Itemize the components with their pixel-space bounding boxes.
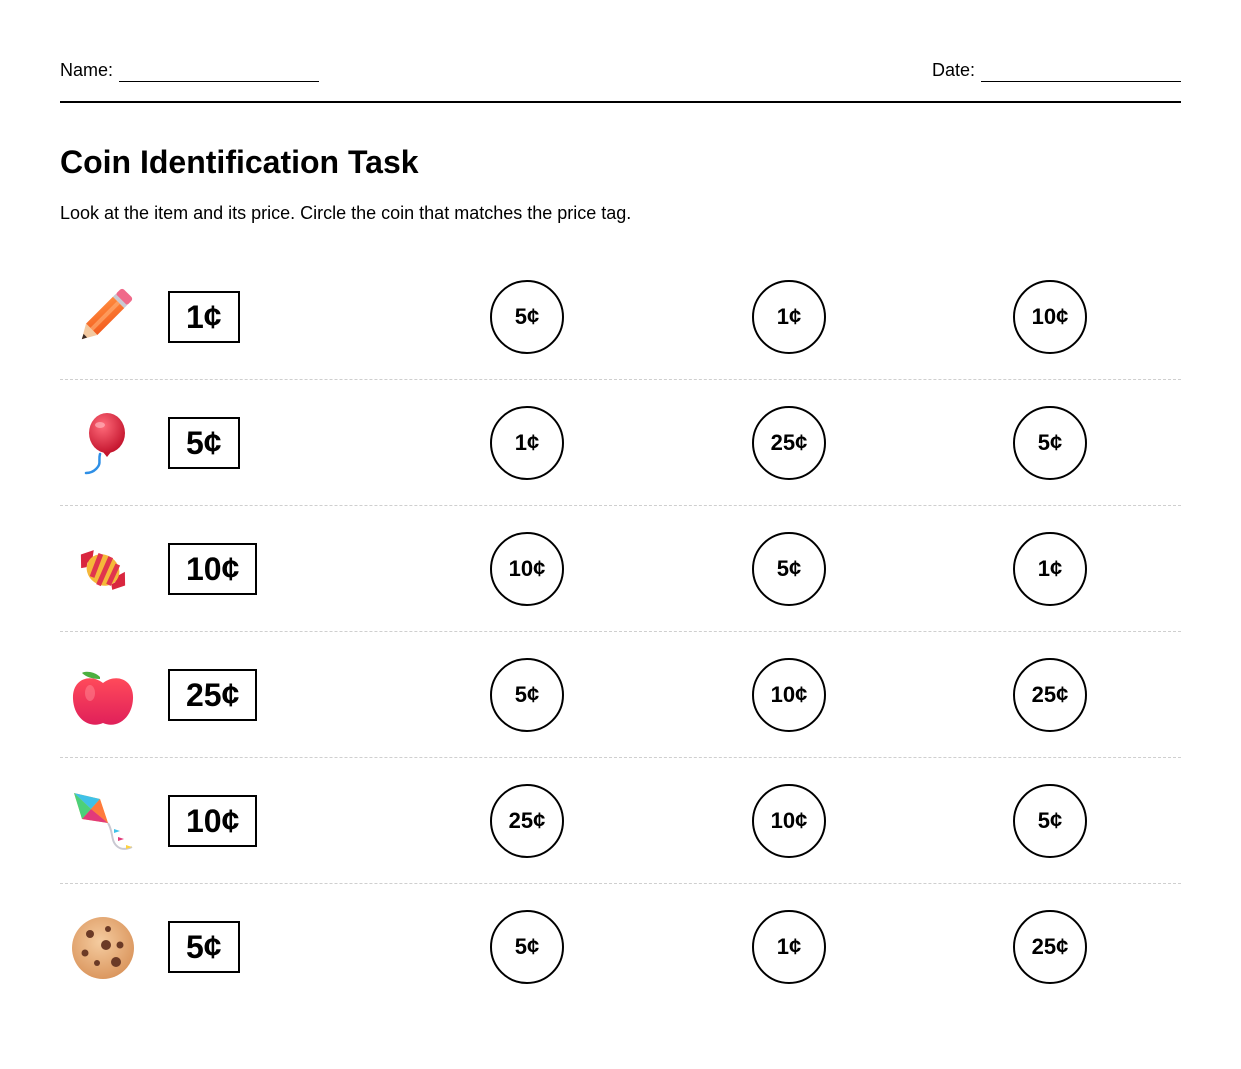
apple-icon [70, 663, 136, 729]
coin-option[interactable]: 5¢ [490, 280, 564, 354]
coin-option[interactable]: 25¢ [752, 406, 826, 480]
name-blank[interactable] [119, 63, 319, 82]
coin-option[interactable]: 5¢ [1013, 406, 1087, 480]
price-tag: 5¢ [168, 417, 240, 469]
coin-option[interactable]: 5¢ [490, 658, 564, 732]
task-row [60, 506, 1181, 632]
cookie-icon [70, 915, 136, 981]
task-row [60, 632, 1181, 758]
coin-option[interactable]: 25¢ [490, 784, 564, 858]
date-blank[interactable] [981, 63, 1181, 82]
name-field [60, 58, 319, 82]
coin-option[interactable]: 25¢ [1013, 658, 1087, 732]
task-rows [60, 254, 1181, 1009]
header-divider [60, 101, 1181, 103]
coin-option[interactable]: 5¢ [752, 532, 826, 606]
coin-option[interactable]: 25¢ [1013, 910, 1087, 984]
name-label: Name: [60, 60, 114, 80]
pencil-icon [70, 285, 136, 351]
coin-option[interactable]: 1¢ [490, 406, 564, 480]
price-tag: 25¢ [168, 669, 257, 721]
coin-option[interactable]: 1¢ [1013, 532, 1087, 606]
coin-option[interactable]: 10¢ [752, 658, 826, 732]
price-tag: 1¢ [168, 291, 240, 343]
price-tag: 10¢ [168, 543, 257, 595]
date-field [932, 58, 1181, 82]
coin-option[interactable]: 10¢ [752, 784, 826, 858]
price-tag: 5¢ [168, 921, 240, 973]
header [60, 58, 1181, 82]
task-row [60, 884, 1181, 1009]
task-row [60, 254, 1181, 380]
coin-option[interactable]: 1¢ [752, 280, 826, 354]
price-tag: 10¢ [168, 795, 257, 847]
coin-option[interactable]: 10¢ [1013, 280, 1087, 354]
instructions: Look at the item and its price. Circle the coin that matches the price tag. [60, 203, 632, 223]
candy-icon [70, 537, 136, 603]
page-title: Coin Identification Task [60, 144, 419, 180]
task-row [60, 380, 1181, 506]
coin-option[interactable]: 5¢ [490, 910, 564, 984]
coin-option[interactable]: 10¢ [490, 532, 564, 606]
date-label: Date: [931, 60, 975, 80]
task-row [60, 758, 1181, 884]
coin-option[interactable]: 1¢ [752, 910, 826, 984]
coin-option[interactable]: 5¢ [1013, 784, 1087, 858]
kite-icon [70, 789, 136, 855]
balloon-icon [70, 411, 136, 477]
worksheet [60, 0, 1181, 1069]
